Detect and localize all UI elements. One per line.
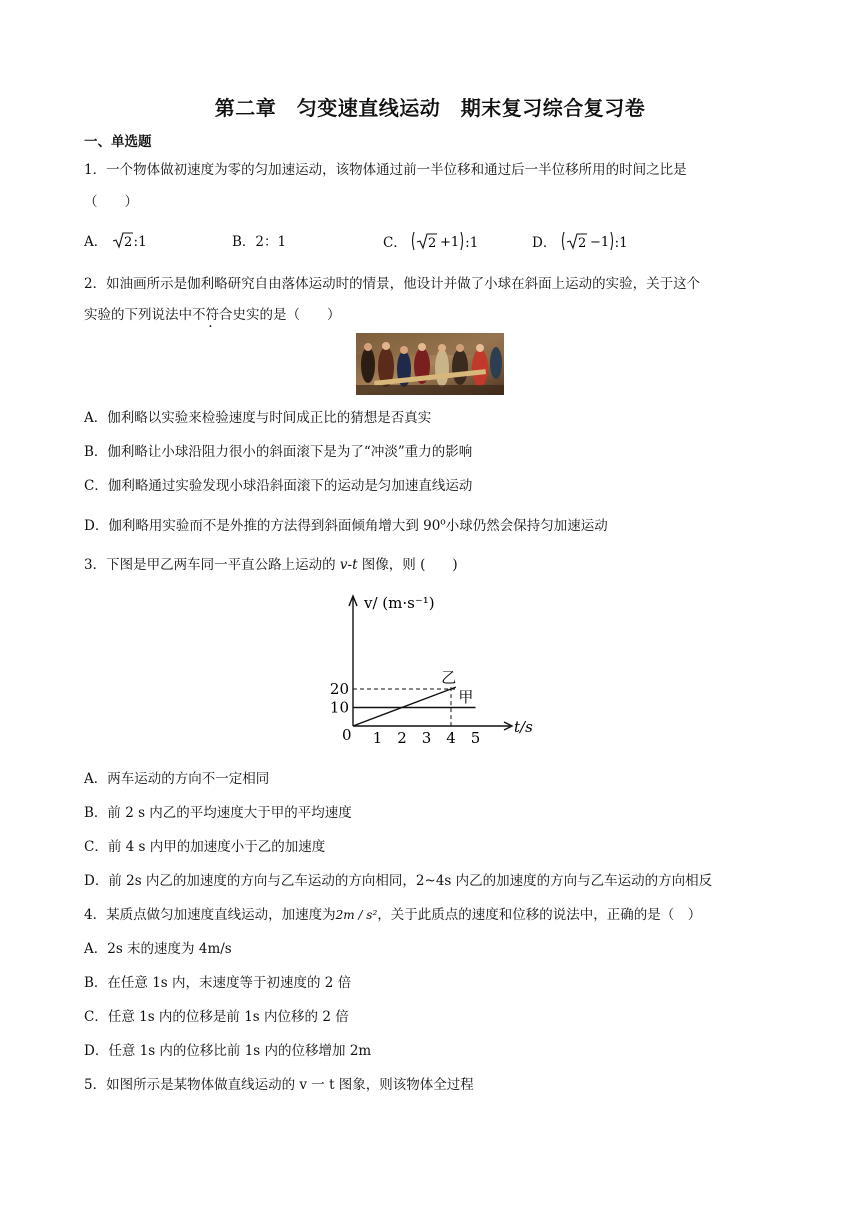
q1-stem-line1: 1．一个物体做初速度为零的匀加速运动，该物体通过前一半位移和通过后一半位移所用的时间之比是 bbox=[84, 162, 687, 178]
x-axis-label: t/s bbox=[514, 718, 533, 736]
q2-stem-post: 史实的是（ ） bbox=[232, 307, 341, 323]
q1-option-d bbox=[532, 230, 628, 252]
q3-option-b: B．前 2 s 内乙的平均速度大于甲的平均速度 bbox=[84, 805, 352, 821]
sqrt2-expression bbox=[112, 231, 134, 250]
q1-option-d-label: D． bbox=[532, 235, 557, 251]
q1-option-a bbox=[84, 230, 147, 250]
q1-option-d-value: :1 bbox=[614, 235, 628, 251]
q1-option-a-value: :1 bbox=[133, 234, 147, 250]
q5-stem: 5．如图所示是某物体做直线运动的 v 一 t 图象，则该物体全过程 bbox=[84, 1077, 474, 1093]
origin-label: 0 bbox=[342, 726, 352, 744]
x-tick-label: 4 bbox=[446, 729, 456, 747]
sqrt2-plus-1-expression bbox=[411, 230, 465, 252]
x-tick-label: 2 bbox=[397, 729, 407, 747]
y-tick-label: 10 bbox=[330, 698, 349, 717]
q2-emphasis-text: 不符合 bbox=[192, 307, 233, 323]
series-line-1 bbox=[353, 687, 456, 726]
svg-text:2: 2 bbox=[428, 236, 437, 251]
page-title: 第二章 匀变速直线运动 期末复习综合复习卷 bbox=[214, 96, 646, 120]
series-label-0: 甲 bbox=[458, 687, 474, 706]
q1-option-b: B．2：1 bbox=[232, 234, 287, 250]
svg-text:2: 2 bbox=[577, 236, 586, 251]
svg-text:−1: −1 bbox=[589, 235, 609, 250]
q2-option-a: A．伽利略以实验来检验速度与时间成正比的猜想是否真实 bbox=[84, 410, 432, 426]
x-tick-label: 5 bbox=[470, 729, 481, 747]
q3-option-c: C．前 4 s 内甲的加速度小于乙的加速度 bbox=[84, 839, 326, 855]
x-tick-label: 1 bbox=[372, 729, 383, 747]
y-tick-label: 20 bbox=[330, 680, 349, 698]
chart-axes bbox=[349, 594, 533, 736]
q1-option-c bbox=[383, 230, 478, 252]
q1-option-c-label: C． bbox=[383, 235, 407, 251]
vt-chart bbox=[330, 588, 550, 753]
q3-stem-pre: 3．下图是甲乙两车同一平直公路上运动的 bbox=[84, 557, 340, 573]
q2-stem-line1: 2．如油画所示是伽利略研究自由落体运动时的情景，他设计并做了小球在斜面上运动的实验，关于这个 bbox=[84, 276, 701, 292]
q3-option-d: D．前 2s 内乙的加速度的方向与乙车运动的方向相同，2~4s 内乙的加速度的方向与乙车运动的方向相反 bbox=[84, 873, 713, 889]
q4-option-d: D．任意 1s 内的位移比前 1s 内的位移增加 2m bbox=[84, 1043, 372, 1059]
q4-option-c: C．任意 1s 内的位移是前 1s 内位移的 2 倍 bbox=[84, 1009, 349, 1025]
q4-stem bbox=[84, 903, 701, 923]
q2-stem-pre: 实验的下列说法中 bbox=[84, 307, 192, 323]
series-label-1: 乙 bbox=[441, 668, 457, 687]
q1-stem-line2: （ ） bbox=[84, 194, 138, 210]
q4-acceleration-unit: 2m / s² bbox=[335, 908, 378, 922]
q2-option-d bbox=[84, 514, 608, 534]
q2-option-d-pre: D．伽利略用实验而不是外推的方法得到斜面倾角增大到 90 bbox=[84, 518, 441, 534]
q2-stem-line2 bbox=[84, 303, 341, 323]
q2-option-c: C．伽利略通过实验发现小球沿斜面滚下的运动是匀加速直线运动 bbox=[84, 478, 473, 494]
q1-option-a-label: A． bbox=[84, 234, 108, 250]
q4-stem-pre: 4．某质点做匀加速度直线运动，加速度为 bbox=[84, 907, 336, 923]
x-tick-label: 3 bbox=[421, 729, 432, 747]
chart-series bbox=[353, 669, 476, 726]
q2-option-d-post: 小球仍然会保持匀加速运动 bbox=[445, 518, 608, 534]
q3-stem-vt: v-t bbox=[339, 557, 358, 573]
q3-stem-post: 图像，则 ( ) bbox=[357, 557, 458, 573]
y-axis-label: v/ (m·s⁻¹) bbox=[364, 594, 435, 612]
sqrt2-minus-1-expression bbox=[561, 230, 615, 252]
q4-option-b: B．在任意 1s 内，末速度等于初速度的 2 倍 bbox=[84, 975, 352, 991]
svg-text:2: 2 bbox=[123, 235, 132, 249]
svg-text:+1: +1 bbox=[440, 235, 460, 250]
q3-option-a: A．两车运动的方向不一定相同 bbox=[84, 771, 270, 787]
q4-stem-post: ，关于此质点的速度和位移的说法中，正确的是（ ） bbox=[377, 907, 702, 923]
q2-option-b: B．伽利略让小球沿阻力很小的斜面滚下是为了“冲淡”重力的影响 bbox=[84, 444, 473, 460]
q4-option-a: A．2s 末的速度为 4m/s bbox=[84, 941, 232, 957]
q3-stem bbox=[84, 553, 458, 573]
section-heading: 一、单选题 bbox=[84, 134, 152, 150]
galileo-painting-image bbox=[356, 333, 504, 395]
sqrt-symbol-icon bbox=[112, 231, 134, 249]
degree-mark: o bbox=[440, 517, 446, 528]
q1-option-c-value: :1 bbox=[465, 235, 479, 251]
